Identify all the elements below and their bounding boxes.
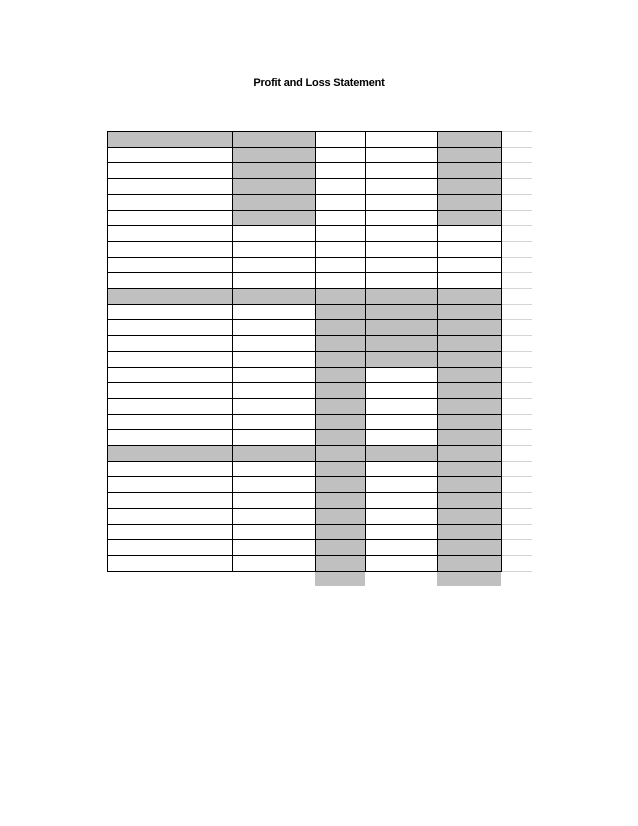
pct-value <box>365 304 437 319</box>
cost-value <box>232 304 315 319</box>
col-line-1 <box>232 131 233 572</box>
cost-value <box>232 476 315 492</box>
grid-line <box>107 241 502 242</box>
background-gridline <box>502 147 532 148</box>
background-gridline <box>502 194 532 195</box>
grid-line <box>107 461 502 462</box>
row-label <box>107 414 232 429</box>
sales-cost-shade <box>232 147 315 225</box>
row-label <box>107 162 232 178</box>
cost-value <box>232 241 315 257</box>
retail-value <box>315 288 365 304</box>
background-gridline <box>502 445 532 446</box>
pct-value <box>365 319 437 335</box>
background-gridline <box>502 351 532 352</box>
grid-line <box>107 367 502 368</box>
background-gridline <box>502 492 532 493</box>
cost-value <box>232 539 315 555</box>
grid-line <box>107 429 502 430</box>
mu-comp-value <box>437 288 501 304</box>
row-label <box>107 555 232 571</box>
grid-line <box>107 288 502 289</box>
grid-line <box>107 194 502 195</box>
cost-value <box>232 398 315 414</box>
background-gridline <box>502 288 532 289</box>
grid-line <box>107 147 502 148</box>
pct-value <box>365 194 437 210</box>
left-border <box>107 131 108 572</box>
cost-value <box>232 492 315 508</box>
row-label <box>107 319 232 335</box>
cost-value <box>232 288 315 304</box>
retail-header <box>315 131 365 147</box>
background-gridline <box>502 225 532 226</box>
mu-pct-header <box>365 225 437 241</box>
grid-line <box>107 445 502 446</box>
row-label <box>107 367 232 382</box>
row-label <box>107 147 232 162</box>
pct-net-sales-header <box>365 131 437 147</box>
cost-value <box>232 382 315 398</box>
pct-value <box>365 398 437 414</box>
background-gridline <box>502 241 532 242</box>
pct-value <box>365 492 437 508</box>
row-label <box>107 210 232 225</box>
grid-line <box>107 210 502 211</box>
retail-value <box>315 210 365 225</box>
row-label <box>107 492 232 508</box>
background-gridline <box>502 257 532 258</box>
grid-line <box>107 335 502 336</box>
row-label <box>107 288 232 304</box>
pct-value <box>365 147 437 162</box>
grid-line <box>107 414 502 415</box>
cost-value <box>232 351 315 367</box>
pct-value <box>365 461 437 476</box>
retail-value <box>315 162 365 178</box>
background-gridline <box>502 461 532 462</box>
grid-line <box>107 304 502 305</box>
grid-line <box>107 225 502 226</box>
pct-value <box>365 367 437 382</box>
cost-value <box>232 555 315 571</box>
pct-value <box>365 555 437 571</box>
grid-line <box>107 539 502 540</box>
grid-line <box>107 492 502 493</box>
grid-line <box>107 351 502 352</box>
retail-value <box>315 147 365 162</box>
row-label <box>107 194 232 210</box>
row-label <box>107 351 232 367</box>
separator-shade-3 <box>365 445 437 461</box>
col-line-2 <box>315 131 316 572</box>
grid-line <box>107 524 502 525</box>
pct-value <box>365 382 437 398</box>
cost-value <box>232 429 315 445</box>
background-gridline <box>502 539 532 540</box>
retail-value <box>315 241 365 257</box>
retail-value <box>315 272 365 288</box>
retail-value <box>315 194 365 210</box>
mu-value <box>365 257 437 272</box>
mu-value <box>365 241 437 257</box>
col-line-4 <box>437 131 438 572</box>
cost-value <box>232 508 315 524</box>
row-label <box>107 304 232 319</box>
background-gridline <box>502 367 532 368</box>
row-label <box>107 398 232 414</box>
grid-line <box>107 257 502 258</box>
pct-value <box>365 524 437 539</box>
background-gridline <box>502 319 532 320</box>
cost-value <box>232 367 315 382</box>
pl-statement-table <box>107 131 501 586</box>
header-shade <box>107 131 315 147</box>
mu-comp-header <box>437 225 501 241</box>
mu-comp-value <box>437 257 501 272</box>
grid-line <box>107 319 502 320</box>
row-label <box>107 382 232 398</box>
col-line-3 <box>365 131 366 572</box>
cost-value <box>232 524 315 539</box>
row-label <box>107 524 232 539</box>
background-gridline <box>502 476 532 477</box>
page-title: Profit and Loss Statement <box>253 77 385 89</box>
pct-value <box>365 351 437 367</box>
row-label <box>107 539 232 555</box>
grid-line <box>107 272 502 273</box>
retail-value <box>315 178 365 194</box>
grid-line <box>107 162 502 163</box>
background-gridline <box>502 131 532 132</box>
mu-comp-value <box>437 272 501 288</box>
cost-value <box>232 319 315 335</box>
background-gridline <box>502 398 532 399</box>
row-label <box>107 257 232 272</box>
cost-value <box>232 257 315 272</box>
background-gridline <box>502 508 532 509</box>
pct-value <box>365 539 437 555</box>
pct-value <box>365 335 437 351</box>
row-label <box>107 335 232 351</box>
mu-value <box>365 272 437 288</box>
cost-header <box>232 225 315 241</box>
retail-value <box>315 257 365 272</box>
grid-line <box>107 476 502 477</box>
row-label <box>107 272 232 288</box>
row-label <box>107 476 232 492</box>
grid-line <box>107 571 502 572</box>
background-gridline <box>502 335 532 336</box>
background-gridline <box>502 571 532 572</box>
cost-value <box>232 335 315 351</box>
grid-line <box>107 382 502 383</box>
background-gridline <box>502 414 532 415</box>
pct-value <box>365 210 437 225</box>
background-gridline <box>502 162 532 163</box>
background-gridline <box>502 429 532 430</box>
grid-line <box>107 398 502 399</box>
separator-shade-2 <box>107 445 315 461</box>
grid-line <box>107 131 502 132</box>
mu-value <box>365 288 437 304</box>
row-label <box>107 241 232 257</box>
pct-value <box>365 414 437 429</box>
background-gridline <box>502 210 532 211</box>
background-gridline <box>502 178 532 179</box>
background-gridline <box>502 272 532 273</box>
retail-header <box>315 225 365 241</box>
row-label <box>107 178 232 194</box>
grid-line <box>107 555 502 556</box>
pct-value <box>365 508 437 524</box>
pct-value <box>365 178 437 194</box>
cost-value <box>232 461 315 476</box>
background-gridline <box>502 555 532 556</box>
pct-value <box>365 476 437 492</box>
background-gridline <box>502 382 532 383</box>
cost-value <box>232 272 315 288</box>
pct-value <box>365 429 437 445</box>
row-label <box>107 429 232 445</box>
pct-value <box>365 162 437 178</box>
mu-comp-value <box>437 241 501 257</box>
row-label <box>107 508 232 524</box>
grid-line <box>107 178 502 179</box>
row-label <box>107 461 232 476</box>
background-gridline <box>502 304 532 305</box>
background-gridline <box>502 524 532 525</box>
cost-value <box>232 414 315 429</box>
grid-line <box>107 508 502 509</box>
